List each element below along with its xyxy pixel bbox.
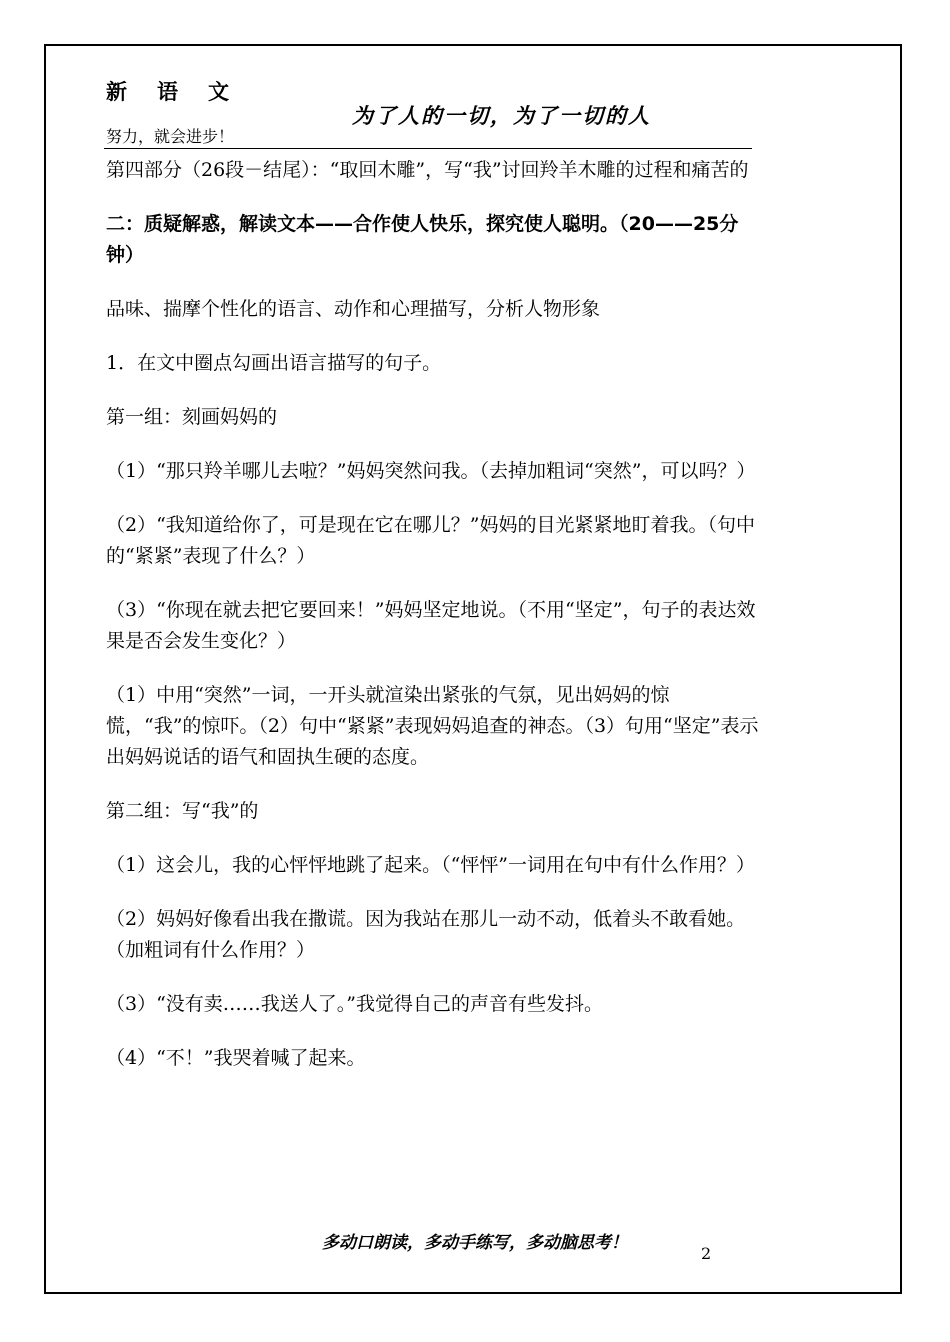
school-name: 新语文 [106, 79, 259, 104]
group-one-item-1: （1）“那只羚羊哪儿去啦？”妈妈突然问我。（去掉加粗词“突然”，可以吗？） [106, 460, 756, 482]
group-one-item-2: （2）“我知道给你了，可是现在它在哪儿？”妈妈的目光紧紧地盯着我。（句中的“紧紧”表现了什么？） [106, 514, 756, 567]
paragraph-instruction: 品味、揣摩个性化的语言、动作和心理描写，分析人物形象 [106, 298, 601, 320]
header-divider [104, 148, 752, 149]
paragraph-task-1: 1．在文中圈点勾画出语言描写的句子。 [106, 352, 442, 374]
group-one-answer: （1）中用“突然”一词，一开头就渲染出紧张的气氛，见出妈妈的惊慌，“我”的惊吓。（2）句中“紧紧”表现妈妈追查的神态。（3）句用“坚定”表示出妈妈说话的语气和固执生硬的态度。 [106, 684, 759, 768]
group-one-heading: 第一组：刻画妈妈的 [106, 406, 278, 428]
group-two-item-4: （4）“不！”我哭着喊了起来。 [106, 1047, 366, 1069]
header-motto: 为了人的一切，为了一切的人 [352, 103, 651, 128]
footer-slogan: 多动口朗读，多动手练写，多动脑思考！ [322, 1233, 628, 1253]
paragraph-part-four: 第四部分（26段－结尾）：“取回木雕”，写“我”讨回羚羊木雕的过程和痛苦的 [106, 159, 749, 181]
section-heading: 二：质疑解惑，解读文本——合作使人快乐，探究使人聪明。（20——25分钟） [106, 213, 739, 266]
group-two-item-1: （1）这会儿，我的心怦怦地跳了起来。（“怦怦”一词用在句中有什么作用？） [106, 854, 756, 876]
group-one-item-3: （3）“你现在就去把它要回来！”妈妈坚定地说。（不用“坚定”，句子的表达效果是否会发生变化？） [106, 599, 756, 652]
header-slogan: 努力，就会进步！ [106, 127, 235, 146]
group-two-item-2: （2）妈妈好像看出我在撒谎。因为我站在那儿一动不动，低着头不敢看她。（加粗词有什么作用？） [106, 908, 746, 961]
document-body [106, 155, 760, 1074]
group-two-heading: 第二组：写“我”的 [106, 800, 259, 822]
page-number: 2 [701, 1244, 712, 1263]
group-two-item-3: （3）“没有卖……我送人了。”我觉得自己的声音有些发抖。 [106, 993, 604, 1015]
